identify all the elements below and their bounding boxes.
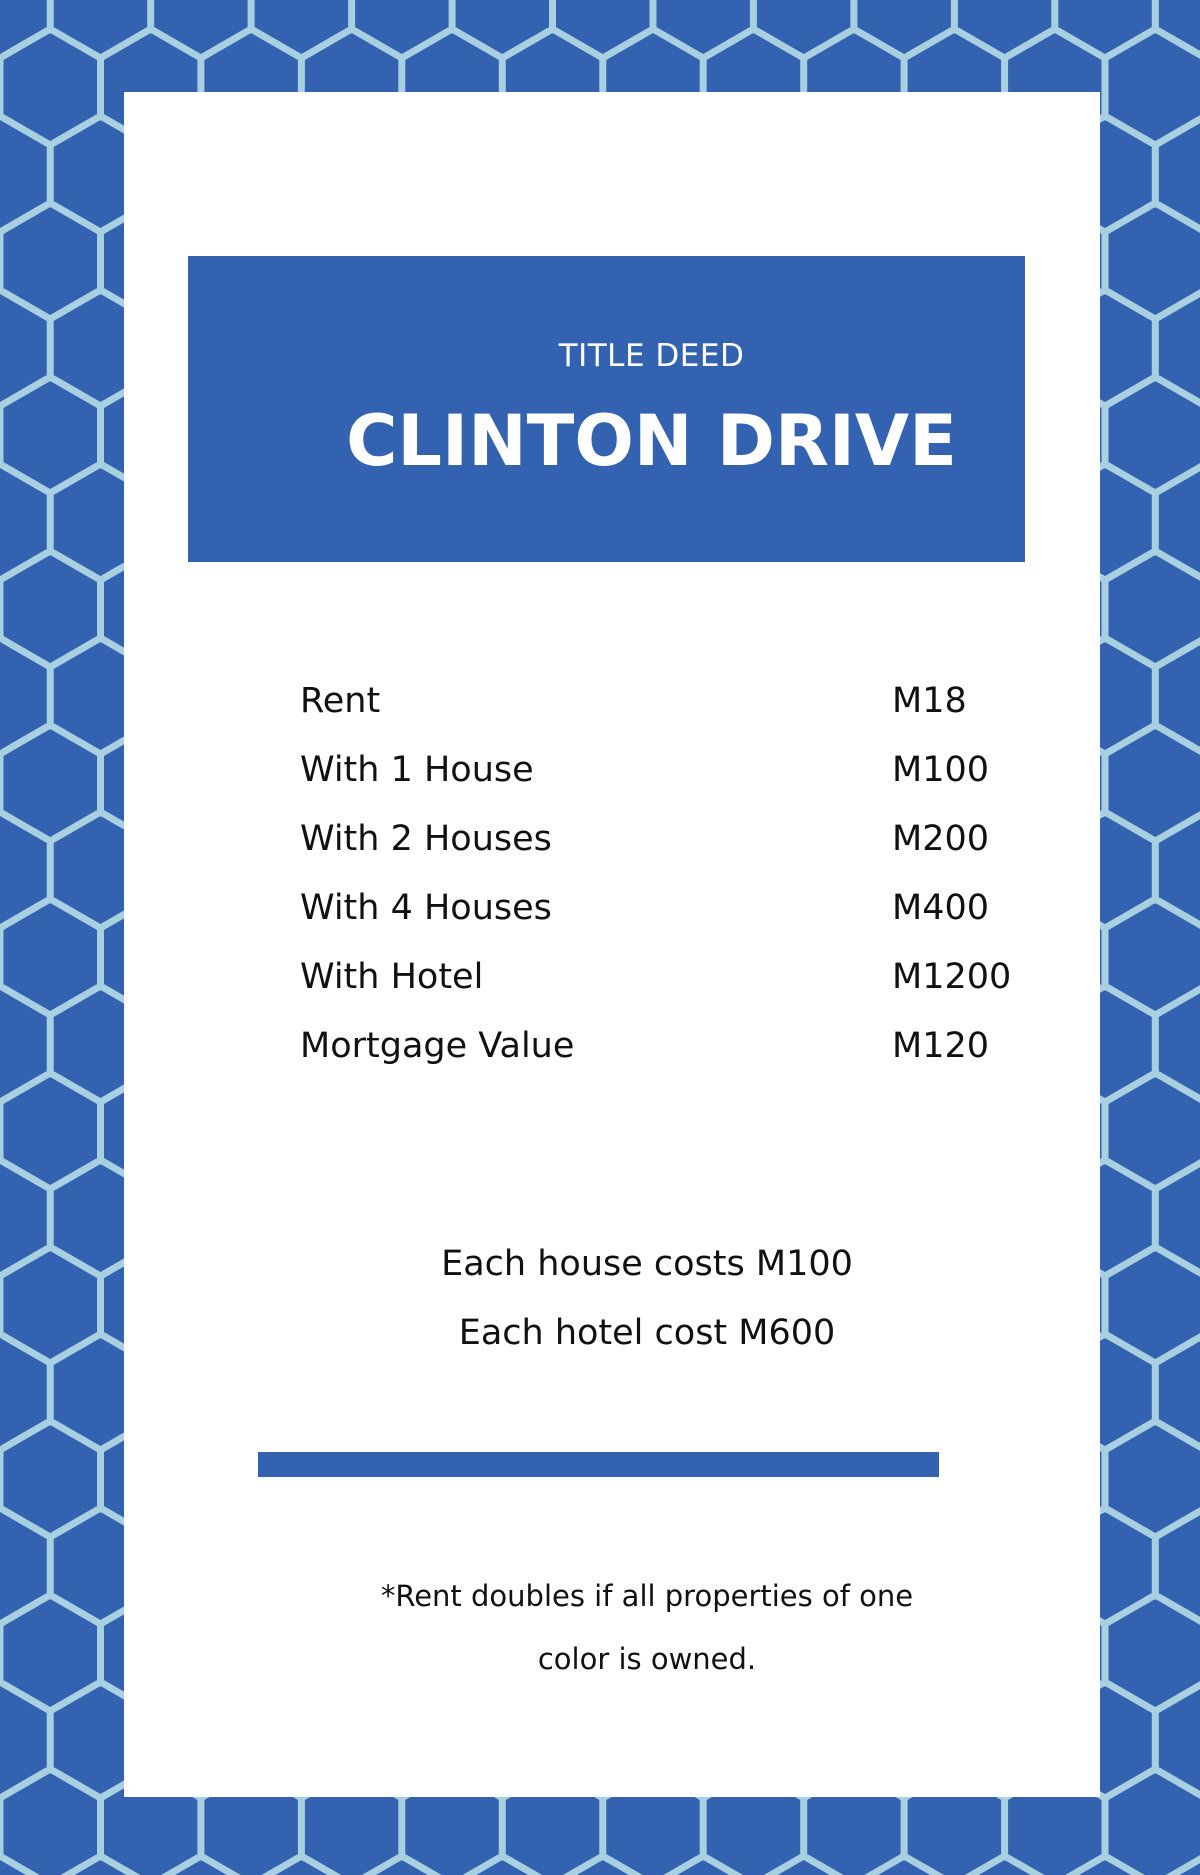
rent-row-base xyxy=(300,681,1040,750)
rent-row-hotel xyxy=(300,957,1040,1026)
rent-value: M100 xyxy=(892,750,990,790)
rent-label: With 4 Houses xyxy=(300,888,552,928)
rent-value: M120 xyxy=(892,1026,990,1066)
rent-row-4-houses xyxy=(300,888,1040,957)
rent-label: Mortgage Value xyxy=(300,1026,575,1066)
footnote xyxy=(124,1565,1100,1691)
footnote-line-1: *Rent doubles if all properties of one xyxy=(380,1579,914,1613)
rent-label: Rent xyxy=(300,681,381,721)
divider-bar xyxy=(258,1452,939,1477)
rent-value: M18 xyxy=(892,681,967,721)
footnote-line-2: color is owned. xyxy=(537,1642,757,1676)
rent-label: With Hotel xyxy=(300,957,484,997)
title-deed-card xyxy=(124,92,1100,1797)
building-costs xyxy=(124,1244,1100,1382)
property-name: CLINTON DRIVE xyxy=(346,400,957,482)
rent-row-1-house xyxy=(300,750,1040,819)
house-cost: Each house costs M100 xyxy=(441,1244,853,1284)
rent-label: With 1 House xyxy=(300,750,534,790)
rent-value: M200 xyxy=(892,819,990,859)
deed-header xyxy=(188,256,1025,562)
rent-value: M400 xyxy=(892,888,990,928)
rent-row-mortgage xyxy=(300,1026,1040,1095)
hotel-cost: Each hotel cost M600 xyxy=(458,1313,836,1353)
rent-value: M1200 xyxy=(892,957,1012,997)
deed-kicker: TITLE DEED xyxy=(558,338,745,374)
rent-table xyxy=(300,681,1040,1095)
rent-label: With 2 Houses xyxy=(300,819,552,859)
rent-row-2-houses xyxy=(300,819,1040,888)
